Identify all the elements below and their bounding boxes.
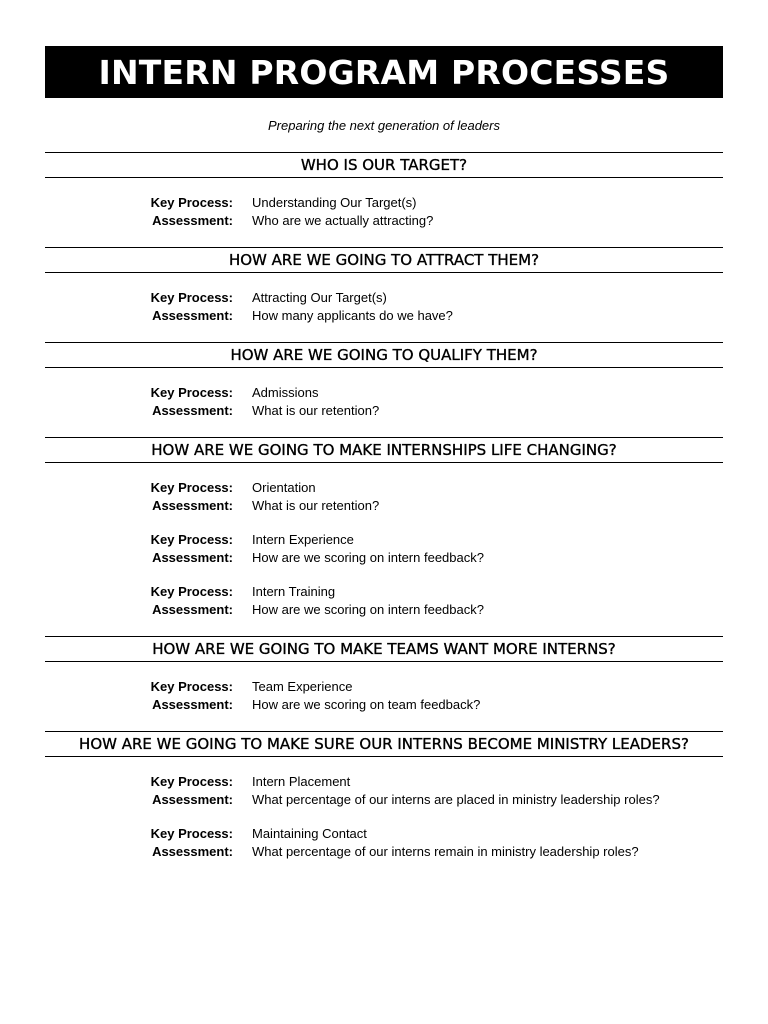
assessment-row [45,402,723,420]
section-entries [45,662,723,713]
assessment-row [45,549,723,567]
document-page [45,46,723,860]
key-process-value: Team Experience [252,679,353,694]
key-process-row [45,825,723,843]
process-entry [45,384,723,419]
page-subtitle: Preparing the next generation of leaders [268,118,500,133]
key-process-value: Intern Placement [252,774,351,789]
assessment-value: What percentage of our interns remain in ministry leadership roles? [252,843,639,859]
assessment-label: Assessment: [152,791,233,807]
process-entry [45,825,723,860]
key-process-value: Orientation [252,480,316,495]
key-process-row [45,289,723,307]
assessment-label: Assessment: [152,696,233,712]
process-entry [45,678,723,713]
section-header [45,342,723,368]
key-process-value: Admissions [252,385,319,400]
assessment-value: How are we scoring on team feedback? [252,696,481,712]
process-section [45,437,723,618]
process-entry [45,583,723,618]
key-process-value: Maintaining Contact [252,826,367,841]
process-entry [45,194,723,229]
assessment-value: How are we scoring on intern feedback? [252,549,484,565]
section-heading: HOW ARE WE GOING TO MAKE INTERNSHIPS LIFE CHANGING? [151,441,617,459]
assessment-row [45,307,723,325]
assessment-value: How many applicants do we have? [252,307,453,323]
key-process-label: Key Process: [150,385,233,400]
process-entry [45,479,723,514]
assessment-label: Assessment: [152,212,233,228]
section-heading: HOW ARE WE GOING TO MAKE SURE OUR INTERNS BECOME MINISTRY LEADERS? [79,735,689,753]
process-section [45,247,723,324]
assessment-value: How are we scoring on intern feedback? [252,601,484,617]
assessment-label: Assessment: [152,402,233,418]
process-section [45,731,723,860]
section-entries [45,463,723,618]
process-entry [45,289,723,324]
section-heading: HOW ARE WE GOING TO ATTRACT THEM? [228,251,540,269]
key-process-row [45,194,723,212]
key-process-value: Intern Training [252,584,336,599]
section-heading: HOW ARE WE GOING TO QUALIFY THEM? [230,346,538,364]
sections-container [45,152,723,860]
assessment-row [45,601,723,619]
key-process-row [45,531,723,549]
process-section [45,636,723,713]
section-header [45,636,723,662]
assessment-row [45,843,723,861]
key-process-row [45,479,723,497]
assessment-row [45,791,723,809]
key-process-label: Key Process: [150,679,233,694]
key-process-value: Intern Experience [252,532,354,547]
key-process-label: Key Process: [150,826,233,841]
assessment-value: Who are we actually attracting? [252,212,434,228]
assessment-row [45,497,723,515]
key-process-label: Key Process: [150,480,233,495]
key-process-label: Key Process: [150,532,233,547]
section-entries [45,368,723,419]
section-entries [45,178,723,229]
title-banner [45,46,723,98]
key-process-label: Key Process: [150,290,233,305]
section-header [45,731,723,757]
assessment-value: What is our retention? [252,497,380,513]
section-entries [45,757,723,860]
process-entry [45,773,723,808]
section-header [45,152,723,178]
assessment-value: What is our retention? [252,402,380,418]
section-heading: WHO IS OUR TARGET? [300,156,468,174]
process-entry [45,531,723,566]
assessment-label: Assessment: [152,497,233,513]
assessment-label: Assessment: [152,843,233,859]
key-process-row [45,583,723,601]
section-header [45,247,723,273]
key-process-row [45,773,723,791]
assessment-row [45,212,723,230]
key-process-label: Key Process: [150,584,233,599]
key-process-value: Understanding Our Target(s) [252,195,417,210]
process-section [45,342,723,419]
key-process-row [45,384,723,402]
section-entries [45,273,723,324]
section-heading: HOW ARE WE GOING TO MAKE TEAMS WANT MORE INTERNS? [152,640,616,658]
section-header [45,437,723,463]
key-process-label: Key Process: [150,195,233,210]
assessment-label: Assessment: [152,549,233,565]
assessment-label: Assessment: [152,601,233,617]
key-process-row [45,678,723,696]
assessment-row [45,696,723,714]
process-section [45,152,723,229]
assessment-label: Assessment: [152,307,233,323]
assessment-value: What percentage of our interns are placed in ministry leadership roles? [252,791,660,807]
key-process-label: Key Process: [150,774,233,789]
key-process-value: Attracting Our Target(s) [252,290,387,305]
page-title: INTERN PROGRAM PROCESSES [98,52,670,92]
